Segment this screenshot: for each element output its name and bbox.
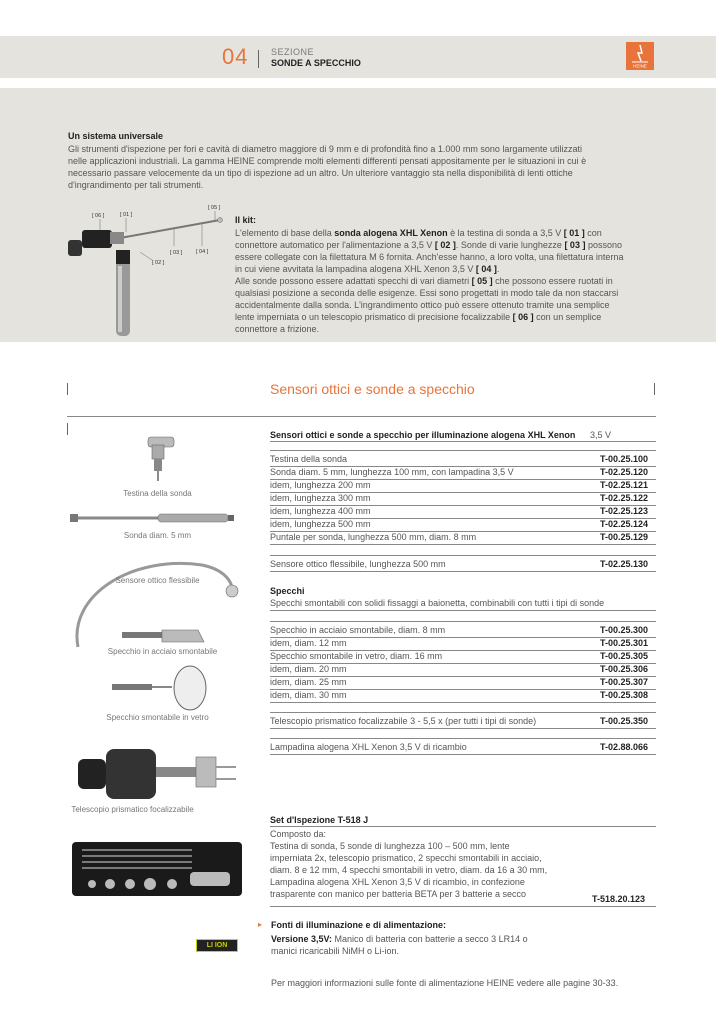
logo-text: HEINE — [633, 63, 647, 69]
inspection-set-image — [72, 842, 242, 896]
glass-mirror-image — [110, 664, 220, 714]
section-title-header: SONDE A SPECCHIO — [271, 58, 361, 68]
table-rule — [270, 906, 656, 907]
section-heading: Sensori ottici e sonde a specchio — [270, 381, 475, 397]
table-row: idem, diam. 30 mm T-00.25.308 — [270, 689, 656, 703]
set-description — [270, 828, 590, 900]
set-line: Testina di sonda, 5 sonde di lunghezza 100 – 500 mm, lente — [270, 841, 510, 851]
table-row: Sonda diam. 5 mm, lunghezza 100 mm, con lampadina 3,5 V T-02.25.120 — [270, 466, 656, 480]
table-row: idem, lunghezza 500 mm T-02.25.124 — [270, 518, 656, 532]
caption-probe: Sonda diam. 5 mm — [123, 531, 192, 540]
kit-paragraph — [235, 227, 657, 335]
table-row: idem, lunghezza 200 mm T-02.25.121 — [270, 479, 656, 493]
li-ion-badge: LI ION — [196, 939, 238, 952]
table-rule — [270, 712, 656, 713]
kit-line: lente imperniata o un telescopio prismatico di precisione focalizzabile [ 06 ] con un semplice — [235, 312, 602, 322]
caption-glass-mirror: Specchio smontabile in vetro — [106, 713, 209, 722]
table-row: idem, lunghezza 300 mm T-02.25.122 — [270, 492, 656, 506]
set-line: Lampadina alogena XHL Xenon 3,5 V di ricambio, in confezione — [270, 877, 525, 887]
kit-line: connettore automatico per l'alimentazione a 3,5 V [ 02 ]. Sonde di varie lunghezze [ 03 ] possono — [235, 240, 622, 250]
table-rule — [270, 555, 656, 556]
mirrors-heading: Specchi — [270, 586, 305, 596]
intro-line: necessario passare velocemente da un tipo di ispezione ad un altro. Un ulteriore vantaggio sta nella disponibilità di lenti ottiche — [68, 168, 573, 178]
set-line: Composto da: — [270, 829, 327, 839]
intro-paragraph — [68, 143, 658, 191]
probe-head-image — [140, 433, 180, 483]
kit-line: connettore a frizione. — [235, 324, 320, 334]
power-heading: Fonti di illuminazione e di alimentazione: — [271, 920, 447, 930]
kit-line: L'elemento di base della sonda alogena XHL Xenon è la testina di sonda a 3,5 V [ 01 ] con — [235, 228, 602, 238]
steel-mirror-image — [118, 624, 213, 648]
kit-label-04: [ 04 ] — [196, 249, 209, 255]
heine-logo — [626, 42, 654, 70]
header-band — [0, 36, 716, 78]
kit-line: Alle sonde possono essere adattati specchi di vari diametri [ 05 ] che possono essere ruotati in — [235, 276, 613, 286]
intro-line: nelle applicazioni industriali. La gamma HEINE comprende molti elementi differenti pensati appositamente per le situazioni in cui è — [68, 156, 587, 166]
intro-line: d'ingrandimento per tali strumenti. — [68, 180, 204, 190]
kit-label-02: [ 02 ] — [152, 260, 165, 266]
table-row: Puntale per sonda, lunghezza 500 mm, diam. 8 mm T-00.25.129 — [270, 531, 656, 545]
set-code: T-518.20.123 — [592, 894, 646, 904]
telescope-image — [72, 745, 242, 805]
kit-label-01: [ 01 ] — [120, 212, 133, 218]
table-row: idem, diam. 12 mm T-00.25.301 — [270, 637, 656, 651]
caption-flexible-sensor: Sensore ottico flessibile — [115, 576, 200, 585]
table-row: idem, diam. 20 mm T-00.25.306 — [270, 663, 656, 677]
divider-tick — [67, 423, 68, 435]
kit-label-05: [ 05 ] — [208, 205, 221, 211]
kit-line: in cui viene avvitata la lampadina alogena XHL Xenon 3,5 V [ 04 ]. — [235, 264, 500, 274]
table-row: Telescopio prismatico focalizzabile 3 - 5,5 x (per tutti i tipi di sonde) T-00.25.350 — [270, 715, 656, 729]
table-header: Sensori ottici e sonde a specchio per illuminazione alogena XHL Xenon — [270, 430, 576, 440]
table-rule — [270, 621, 656, 622]
caption-probe-head: Testina della sonda — [123, 489, 192, 498]
caption-telescope: Telescopio prismatico focalizzabile — [71, 805, 194, 814]
divider-tick — [654, 383, 655, 395]
table-rule — [270, 450, 656, 451]
kit-line: essere collegate con la filettatura M 6 fornita. Anch'esse hanno, a loro volta, una filettatura interna — [235, 252, 624, 262]
set-line: diam. 8 e 12 mm, 4 specchi smontabili in vetro, diam. da 16 a 30 mm, — [270, 865, 548, 875]
table-row: Specchio smontabile in vetro, diam. 16 mm T-00.25.305 — [270, 650, 656, 664]
table-row: idem, diam. 25 mm T-00.25.307 — [270, 676, 656, 690]
kit-label-06: [ 06 ] — [92, 213, 105, 219]
arrow-icon: ▸ — [258, 920, 263, 929]
table-row: Specchio in acciaio smontabile, diam. 8 mm T-00.25.300 — [270, 624, 656, 638]
table-rule — [270, 826, 656, 827]
set-heading: Set d'Ispezione T-518 J — [270, 815, 369, 825]
power-footer: Per maggiori informazioni sulle fonte di alimentazione HEINE vedere alle pagine 30-33. — [271, 978, 619, 988]
voltage-label: 3,5 V — [590, 430, 612, 440]
intro-line: Gli strumenti d'ispezione per fori e cavità di diametro maggiore di 9 mm e di profondità fino a 1.000 mm sono largamente utilizzati — [68, 144, 582, 154]
table-row: Lampadina alogena XHL Xenon 3,5 V di ricambio T-02.88.066 — [270, 741, 656, 755]
power-line: manici ricaricabili NiMH o Li-ion. — [271, 946, 400, 956]
table-rule — [270, 441, 656, 442]
kit-line: qualsiasi posizione a seconda delle esigenze. Essi sono progettati in modo tale da non staccarsi — [235, 288, 619, 298]
table-row: Testina della sonda T-00.25.100 — [270, 453, 656, 467]
table-row: Sensore ottico flessibile, lunghezza 500 mm T-02.25.130 — [270, 558, 656, 572]
intro-heading: Un sistema universale — [68, 131, 164, 141]
section-rule — [67, 416, 656, 417]
header-divider — [258, 50, 259, 68]
mirrors-subtitle: Specchi smontabili con solidi fissaggi a baionetta, combinabili con tutti i tipi di sonde — [270, 597, 656, 611]
table-row: idem, lunghezza 400 mm T-02.25.123 — [270, 505, 656, 519]
kit-illustration — [60, 200, 230, 340]
section-label: SEZIONE — [271, 47, 315, 57]
set-line: trasparente con manico per batteria BETA per 3 batterie a secco — [270, 889, 526, 899]
section-number: 04 — [222, 44, 249, 69]
kit-line: accidentalmente dalla sonda. L'ingrandimento ottico può essere ottenuto tramite una semplice — [235, 300, 610, 310]
kit-heading: Il kit: — [235, 215, 257, 225]
caption-steel-mirror: Specchio in acciaio smontabile — [107, 647, 218, 656]
kit-label-03: [ 03 ] — [170, 250, 183, 256]
divider-tick — [67, 383, 68, 395]
set-line: imperniata 2x, telescopio prismatico, 2 specchi smontabili in acciaio, — [270, 853, 542, 863]
table-rule — [270, 738, 656, 739]
power-line: Versione 3,5V: Manico di batteria con batterie a secco 3 LR14 o — [271, 934, 528, 944]
probe-image — [68, 508, 238, 528]
